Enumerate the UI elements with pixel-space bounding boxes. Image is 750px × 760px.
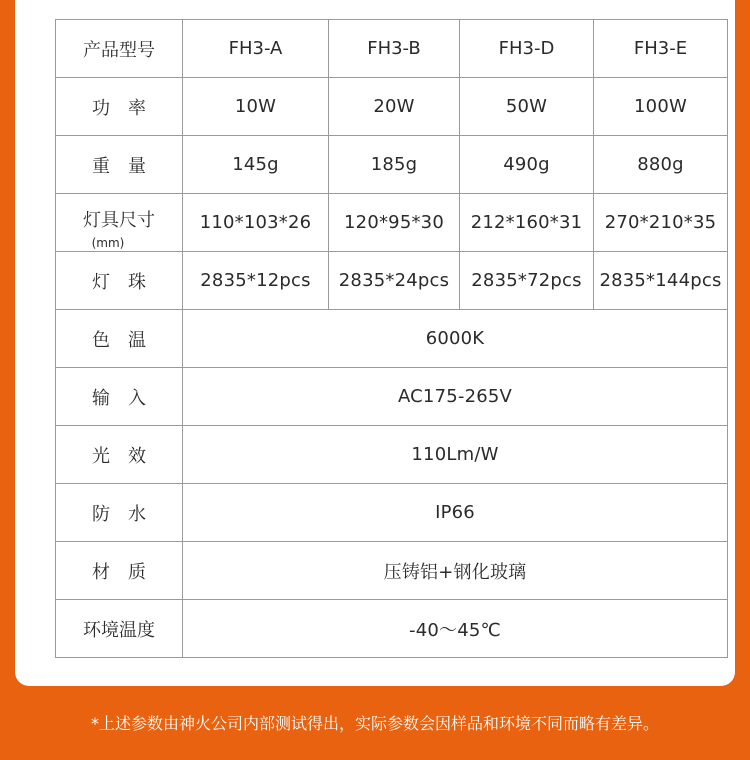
- disclaimer-footnote: *上述参数由神火公司内部测试得出，实际参数会因样品和环境不同而略有差异。: [90, 714, 659, 733]
- led-beads-e: 2835*144pcs: [594, 252, 728, 310]
- led-beads-b: 2835*24pcs: [329, 252, 460, 310]
- row-label-led-beads: 灯 珠: [56, 252, 183, 310]
- dimensions-d: 212*160*31: [460, 194, 594, 252]
- row-led-beads: [56, 252, 728, 310]
- row-dimensions: [56, 194, 728, 252]
- weight-d: 490g: [460, 136, 594, 194]
- row-color-temp: [56, 310, 728, 368]
- model-e: FH3-E: [594, 20, 728, 78]
- row-waterproof: [56, 484, 728, 542]
- row-input: [56, 368, 728, 426]
- power-b: 20W: [329, 78, 460, 136]
- row-label-power: 功 率: [56, 78, 183, 136]
- row-label-input: 输 入: [56, 368, 183, 426]
- dimensions-unit: (mm): [91, 236, 125, 250]
- dimensions-b: 120*95*30: [329, 194, 460, 252]
- power-e: 100W: [594, 78, 728, 136]
- row-label-material: 材 质: [56, 542, 183, 600]
- dimensions-e: 270*210*35: [594, 194, 728, 252]
- efficacy-value: 110Lm/W: [183, 426, 728, 484]
- row-label-dimensions: 灯具尺寸 (mm): [56, 194, 183, 252]
- row-weight: [56, 136, 728, 194]
- dimensions-a: 110*103*26: [183, 194, 329, 252]
- row-label-ambient-temp: 环境温度: [56, 600, 183, 658]
- model-b: FH3-B: [329, 20, 460, 78]
- header-row: [56, 20, 728, 78]
- model-d: FH3-D: [460, 20, 594, 78]
- row-label-weight: 重 量: [56, 136, 183, 194]
- row-label-model: 产品型号: [56, 20, 183, 78]
- model-a: FH3-A: [183, 20, 329, 78]
- power-d: 50W: [460, 78, 594, 136]
- row-label-color-temp: 色 温: [56, 310, 183, 368]
- row-label-efficacy: 光 效: [56, 426, 183, 484]
- row-ambient-temp: [56, 600, 728, 658]
- ambient-temp-value: -40～45℃: [183, 600, 728, 658]
- weight-a: 145g: [183, 136, 329, 194]
- row-efficacy: [56, 426, 728, 484]
- input-value: AC175-265V: [183, 368, 728, 426]
- weight-e: 880g: [594, 136, 728, 194]
- spec-card: [15, 0, 735, 686]
- led-beads-d: 2835*72pcs: [460, 252, 594, 310]
- row-power: [56, 78, 728, 136]
- material-value: 压铸铝+钢化玻璃: [183, 542, 728, 600]
- weight-b: 185g: [329, 136, 460, 194]
- row-label-waterproof: 防 水: [56, 484, 183, 542]
- led-beads-a: 2835*12pcs: [183, 252, 329, 310]
- waterproof-value: IP66: [183, 484, 728, 542]
- spec-table: [55, 19, 728, 658]
- color-temp-value: 6000K: [183, 310, 728, 368]
- row-material: [56, 542, 728, 600]
- power-a: 10W: [183, 78, 329, 136]
